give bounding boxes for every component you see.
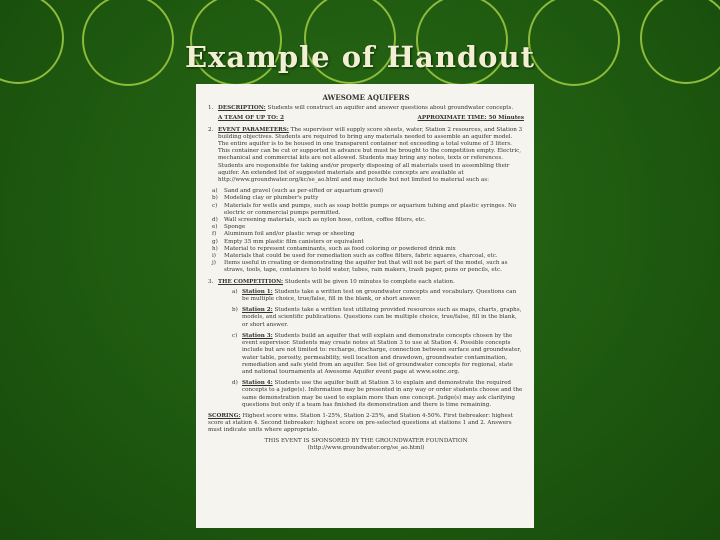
competition-section: 3. THE COMPETITION: Students will be given 10 minutes to complete each station. [208, 278, 455, 285]
team-size-label: A TEAM OF UP TO: 2 [218, 115, 284, 122]
description-text: Students will construct an aquifer and answer questions about groundwater concepts. [267, 105, 514, 112]
description-section: 1. DESCRIPTION: Students will construct an aquifer and answer questions about groundwater concepts. [208, 105, 514, 112]
list-item: e) Sponge [212, 224, 246, 231]
list-item: a) Sand and gravel (such as per-sifted or aquarium gravel) [212, 188, 384, 195]
materials-list [212, 188, 524, 274]
scoring-text: Highest score wins. Station 1-25%, Station 2-25%, and Station 4-50%. First tiebreaker: highest score at station 4. Second tiebreaker: highest score on pre-selected questions at stations 1 and 2. Answers must indicate units where appropriate. [208, 412, 513, 434]
competition-label: THE COMPETITION: [218, 278, 284, 285]
list-item: b) Modeling clay or plumber's putty [212, 195, 319, 202]
list-item: j) Items useful in creating or demonstrating the aquifer but that will not be part of the model, such as straws, tools, tape, containers to hold water, tubes, rain makers, trash paper, pens or pencils, etc. [212, 260, 508, 274]
station-3: c) Station 3: Students build an aquifer that will explain and demonstrate concepts chosen by the event supervisor. Students may create notes at Station 3 to use at Station 4. Possible concepts include but are not limited to: recharge, discharge, connection between surface and groundwater, water table, porosity, permeability, well location and drawdown, groundwater contamination, remediation and safe yield from an aquifer. See list of groundwater concepts for regional, state and national tournaments at Awesome Aquifer event page at www.soinc.org. [232, 332, 522, 375]
handout-page [196, 84, 534, 528]
description-label: DESCRIPTION: [218, 105, 266, 112]
sponsor-url: (http://www.groundwater.org/se_ao.html) [307, 444, 425, 451]
approximate-time-label: APPROXIMATE TIME: 50 Minutes [417, 115, 524, 122]
list-item: g) Empty 35 mm plastic film canisters or equivalent [212, 238, 364, 245]
list-item: d) Wall screening materials, such as nylon hose, cotton, coffee filters, etc. [212, 217, 426, 224]
sponsor-line: THIS EVENT IS SPONSORED BY THE GROUNDWATER FOUNDATION [264, 437, 468, 444]
event-parameters-text: The supervisor will supply score sheets, water, Station 2 resources, and Station 3 building objectives. Students are required to bring any materials needed to assemble an aquifer model. The entire aquifer is to be housed in one transparent container not exceeding a total volume of 3 liters. This container can be cut or supported in advance but must be brought to the competition empty. Electric, mechanical and commercial kits are not allowed. Students may bring any notes, texts or references. Students are responsible for taking and/or properly disposing of all materials used in assembling their aquifer. An extended list of suggested materials and possible concepts are available at http://www.groundwater.org/kc/se_ao.html and may include but not limited to material such as: [218, 126, 523, 184]
team-time-row [218, 115, 524, 122]
list-item: c) Materials for wells and pumps, such as soap bottle pumps or aquarium tubing and plastic syringes. No electric or commercial pumps permitted. [212, 202, 517, 216]
scoring-label: SCORING: [208, 412, 241, 419]
handout-title: AWESOME AQUIFERS [322, 93, 410, 102]
slide-title: Example of Handout [185, 40, 535, 74]
list-item: i) Materials that could be used for remediation such as coffee filters, fabric squares, charcoal, etc. [212, 253, 498, 260]
list-item: f) Aluminum foil and/or plastic wrap or sheeting [212, 231, 355, 238]
competition-text: Students will be given 10 minutes to complete each station. [284, 278, 455, 285]
event-parameters-label: EVENT PARAMETERS: [218, 126, 289, 133]
station-4: d) Station 4: Students use the aquifer built at Station 3 to explain and demonstrate the required concepts to a judge(s). Information may be presented in any way or order students choose and the same demonstration may be used to explain more than one concept. Judge(s) may ask clarifying questions but only if a team has finished its demonstration and there is time remaining. [232, 380, 523, 408]
station-2: b) Station 2: Students take a written test utilizing provided resources such as maps, charts, graphs, models, and scientific publications. Questions can be multiple choice, true/false, fill in the blank, or short answer. [232, 307, 522, 328]
station-1: a) Station 1: Students take a written test on groundwater concepts and vocabulary. Questions can be multiple choice, true/false, fill in the blank, or short answer. [232, 288, 517, 303]
scoring-section [208, 413, 524, 435]
list-item: h) Material to represent contaminants, such as food coloring or powdered drink mix [212, 245, 456, 252]
event-parameters-section: 2. EVENT PARAMETERS: The supervisor will supply score sheets, water, Station 2 resources, and Station 3 building objectives. Students are required to bring any materials needed to assemble an aquifer model. The entire aquifer is to be housed in one transparent container not exceeding a total volume of 3 liters. This container can be cut or supported in advance but must be brought to the competition empty. Electric, mechanical and commercial kits are not allowed. Students may bring any notes, texts or references. Students are responsible for taking and/or properly disposing of all materials used in assembling their aquifer. An extended list of suggested materials and possible concepts are available at http://www.groundwater.org/kc/se_ao.html and may include but not limited to material such as: [208, 126, 523, 184]
